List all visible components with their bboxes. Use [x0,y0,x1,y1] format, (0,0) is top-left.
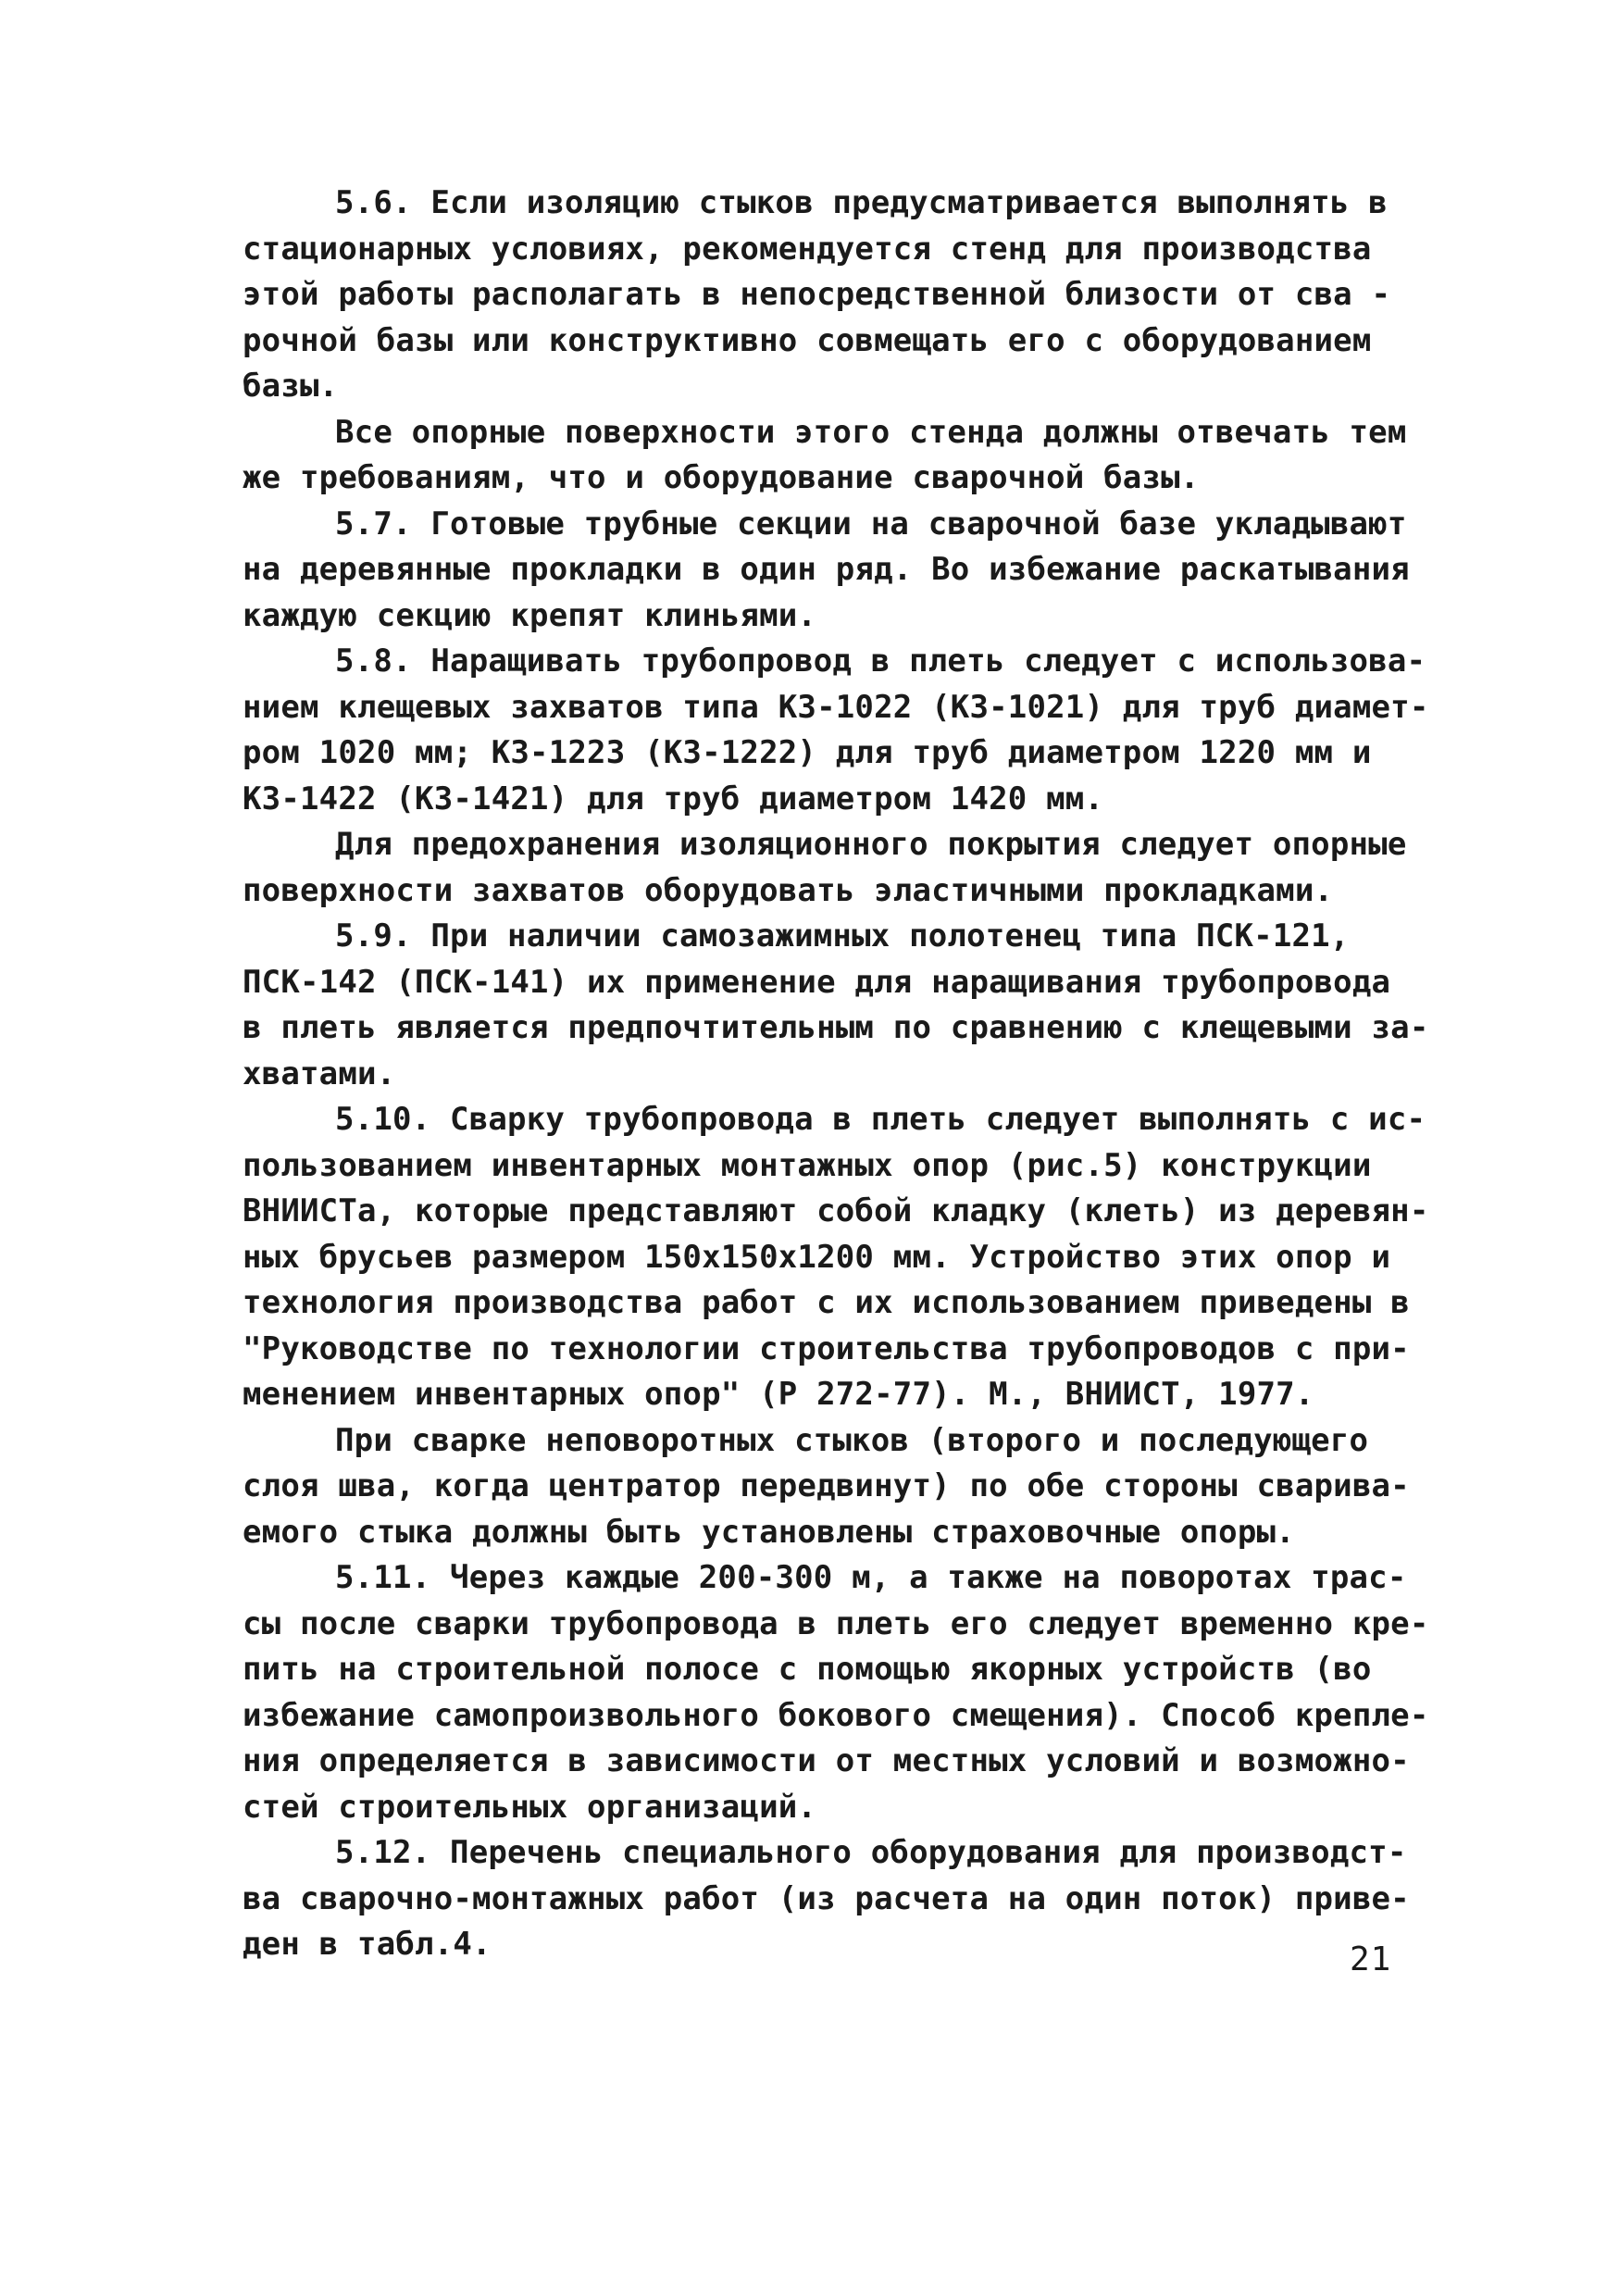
text-line: 5.6. Если изоляцию стыков предусматривается выполнять в [335,184,1388,221]
text-line: сы после сварки трубопровода в плеть его следует временно кре- [243,1604,1429,1642]
text-line: Для предохранения изоляционного покрытия следует опорные [335,826,1407,863]
text-line: слоя шва, когда центратор передвинут) по обе стороны сварива- [243,1467,1410,1504]
text-line: ния определяется в зависимости от местных условий и возможно- [243,1742,1410,1779]
text-line: на деревянные прокладки в один ряд. Во избежание раскатывания [243,551,1410,588]
text-line: пить на строительной полосе с помощью якорных устройств (во [243,1651,1372,1688]
text-line: емого стыка должны быть установлены страховочные опоры. [243,1513,1295,1551]
text-line: 5.11. Через каждые 200-300 м, а также на поворотах трас- [335,1559,1407,1596]
text-line: 5.7. Готовые трубные секции на сварочной базе укладывают [335,505,1407,543]
text-line: 5.12. Перечень специального оборудования для производст- [335,1834,1407,1871]
text-line: ПСК-142 (ПСК-141) их применение для наращивания трубопровода [243,963,1391,1001]
page-number: 21 [1350,1940,1392,1978]
text-line: КЗ-1422 (КЗ-1421) для труб диаметром 1420 мм. [243,780,1104,817]
text-line: 5.8. Наращивать трубопровод в плеть следует с использова- [335,643,1426,680]
text-line: стационарных условиях, рекомендуется стенд для производства [243,230,1372,268]
text-line: Все опорные поверхности этого стенда должны отвечать тем [335,413,1407,451]
text-line: каждую секцию крепят клиньями. [243,596,817,634]
text-line: менением инвентарных опор" (Р 272-77). М., ВНИИСТ, 1977. [243,1376,1314,1413]
text-line: При сварке неповоротных стыков (второго и последующего [335,1421,1369,1459]
text-line: ром 1020 мм; КЗ-1223 (КЗ-1222) для труб диаметром 1220 мм и [243,734,1372,771]
text-line: стей строительных организаций. [243,1788,817,1826]
text-line: поверхности захватов оборудовать эластичными прокладками. [243,871,1334,909]
text-line: нием клещевых захватов типа КЗ-1022 (КЗ-1021) для труб диамет- [243,688,1429,726]
text-line: технология производства работ с их использованием приведены в [243,1284,1410,1321]
text-line: ных брусьев размером 150х150х1200 мм. Устройство этих опор и [243,1238,1391,1276]
text-line: этой работы располагать в непосредственной близости от сва - [243,276,1391,313]
text-line: 5.9. При наличии самозажимных полотенец типа ПСК-121, [335,917,1350,955]
text-line: 5.10. Сварку трубопровода в плеть следует выполнять с ис- [335,1101,1426,1138]
text-line: базы. [243,368,339,405]
text-line: в плеть является предпочтительным по сравнению с клещевыми за- [243,1009,1429,1046]
body-text [243,181,1429,1968]
text-line: ВНИИСТа, которые представляют собой кладку (клеть) из деревян- [243,1192,1429,1229]
text-line: "Руководстве по технологии строительства трубопроводов с при- [243,1329,1410,1367]
text-line: избежание самопроизвольного бокового смещения). Способ крепле- [243,1696,1429,1734]
text-line: рочной базы или конструктивно совмещать его с оборудованием [243,321,1372,359]
text-line: пользованием инвентарных монтажных опор (рис.5) конструкции [243,1146,1372,1184]
text-line: же требованиям, что и оборудование сварочной базы. [243,459,1200,496]
text-line: хватами. [243,1054,396,1092]
text-line: ден в табл.4. [243,1926,492,1963]
text-line: ва сварочно-монтажных работ (из расчета на один поток) приве- [243,1879,1410,1917]
